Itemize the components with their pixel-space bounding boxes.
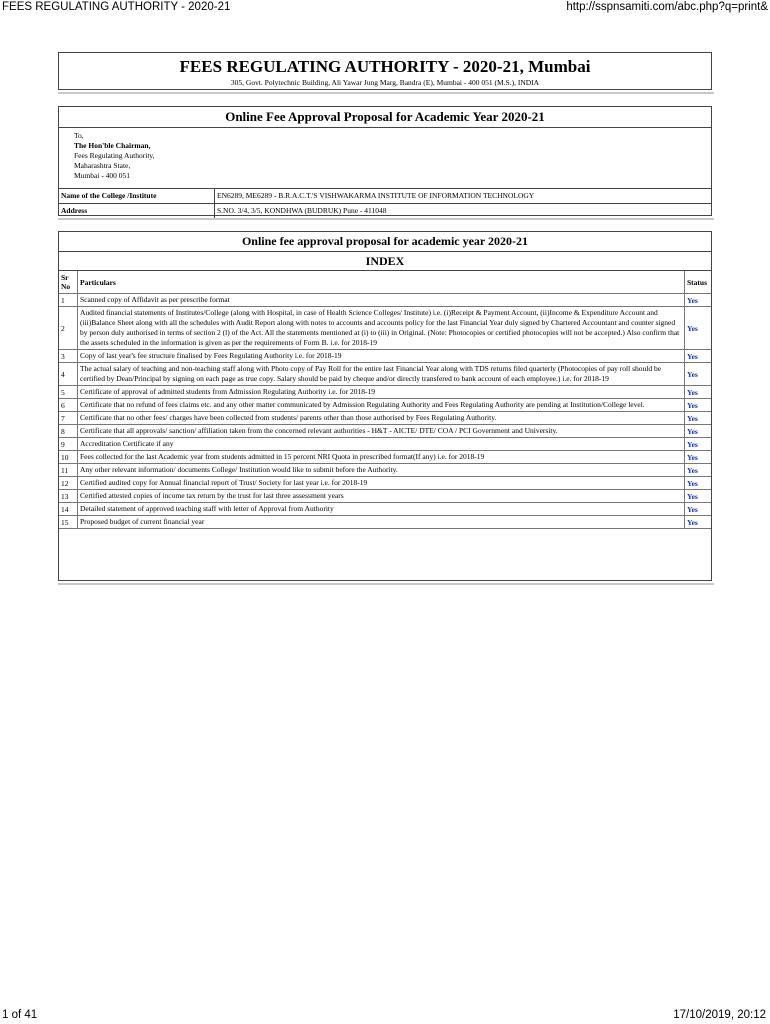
row-particulars: Copy of last year's fee structure finalised by Fees Regulating Authority i.e. for 2018-19	[78, 350, 685, 363]
college-value: EN6289, ME6289 - B.R.A.C.T.'S VISHWAKARMA INSTITUTE OF INFORMATION TECHNOLOGY	[217, 191, 535, 200]
addressee-line: The Hon'ble Chairman,	[74, 141, 151, 150]
print-header	[2, 1, 768, 15]
row-sr-no: 6	[59, 399, 78, 412]
index-table	[59, 271, 711, 529]
column-header-sr: Sr No	[59, 271, 78, 294]
row-sr-no: 14	[59, 503, 78, 516]
address-value: S.NO. 3/4, 3/5, KONDHWA (BUDRUK) Pune - 411048	[217, 206, 387, 215]
table-header-row	[59, 271, 711, 294]
row-status-link[interactable]: Yes	[685, 425, 712, 438]
row-status-link[interactable]: Yes	[685, 386, 712, 399]
table-row	[59, 451, 711, 464]
row-sr-no: 15	[59, 516, 78, 529]
proposal-box	[58, 106, 712, 216]
row-status-link[interactable]: Yes	[685, 477, 712, 490]
print-header-url[interactable]: http://sspnsamiti.com/abc.php?q=print&	[566, 1, 768, 13]
proposal-heading: Online Fee Approval Proposal for Academic Year 2020-21	[59, 107, 711, 128]
addressee-block	[59, 128, 711, 189]
page-title: FEES REGULATING AUTHORITY - 2020-21, Mumbai	[179, 57, 591, 76]
row-particulars: The actual salary of teaching and non-teaching staff along with Photo copy of Pay Roll for the entire last Financial Year along with TDS returns filed quarterly (Photocopies of pay roll should be certified by Dean/Principal by signing on each page as true copy. Salary should be paid by cheque and/or directly transfered to bank account of each employee.) i.e. for 2018-19	[78, 363, 685, 386]
row-sr-no: 8	[59, 425, 78, 438]
table-row	[59, 412, 711, 425]
print-footer	[2, 1009, 766, 1023]
addressee-line: Maharashtra State,	[74, 161, 131, 170]
row-particulars: Certificate that no other fees/ charges have been collected from students/ parents other than those authorised by Fees Regulating Authority.	[78, 412, 685, 425]
row-sr-no: 13	[59, 490, 78, 503]
row-sr-no: 1	[59, 294, 78, 307]
row-particulars: Detailed statement of approved teaching staff with letter of Approval from Authority	[78, 503, 685, 516]
print-header-title: FEES REGULATING AUTHORITY - 2020-21	[2, 1, 231, 13]
column-header-particulars: Particulars	[78, 271, 685, 294]
table-row	[59, 294, 711, 307]
table-row	[59, 477, 711, 490]
row-particulars: Audited financial statements of Institutes/College (along with Hospital, in case of Health Science Colleges/ Institute) i.e. (i)Receipt & Payment Account, (ii)Income & Expenditure Account and (iii)Balance Sheet along with all the schedules with Audit Report along with notes to accounts and accounts policy for the last Financial Year duly signed by Chartered Accountant and counter signed by person duly authorised in terms of section 2 (l) of the Act. All the statements mentioned at (i) to (iii) in Original. (Note: Photocopies or certified photocopies will not be accepted.) Also confirm that the assets scheduled in the information is given as per the requirements of Form B. i.e. for 2018-19	[78, 307, 685, 350]
row-particulars: Certified attested copies of income tax return by the trust for last three assessment years	[78, 490, 685, 503]
table-row	[59, 438, 711, 451]
index-heading: Online fee approval proposal for academic year 2020-21	[59, 232, 711, 252]
college-row	[59, 189, 711, 203]
row-status-link[interactable]: Yes	[685, 464, 712, 477]
row-sr-no: 3	[59, 350, 78, 363]
row-status-link[interactable]: Yes	[685, 294, 712, 307]
table-row	[59, 350, 711, 363]
table-row	[59, 464, 711, 477]
row-status-link[interactable]: Yes	[685, 451, 712, 464]
row-sr-no: 12	[59, 477, 78, 490]
divider	[58, 583, 714, 585]
row-particulars: Scanned copy of Affidavit as per prescribe format	[78, 294, 685, 307]
row-sr-no: 10	[59, 451, 78, 464]
row-particulars: Certificate of approval of admitted students from Admission Regulating Authority i.e. for 2018-19	[78, 386, 685, 399]
row-status-link[interactable]: Yes	[685, 363, 712, 386]
table-row	[59, 386, 711, 399]
row-status-link[interactable]: Yes	[685, 412, 712, 425]
table-row	[59, 399, 711, 412]
row-status-link[interactable]: Yes	[685, 516, 712, 529]
table-row	[59, 516, 711, 529]
row-sr-no: 11	[59, 464, 78, 477]
column-header-status: Status	[685, 271, 712, 294]
table-row	[59, 503, 711, 516]
row-sr-no: 9	[59, 438, 78, 451]
addressee-line: Fees Regulating Authority,	[74, 151, 155, 160]
row-status-link[interactable]: Yes	[685, 438, 712, 451]
divider	[58, 92, 714, 94]
addressee-line: To,	[74, 131, 84, 140]
row-sr-no: 2	[59, 307, 78, 350]
title-box	[58, 52, 712, 90]
row-particulars: Certificate that all approvals/ sanction/ affiliation taken from the concerned relevant authorities - H&T - AICTE/ DTE/ COA / PCI Government and University.	[78, 425, 685, 438]
address-label: Address	[59, 204, 215, 218]
table-row	[59, 307, 711, 350]
row-sr-no: 5	[59, 386, 78, 399]
row-status-link[interactable]: Yes	[685, 503, 712, 516]
table-row	[59, 363, 711, 386]
divider	[58, 218, 714, 220]
row-particulars: Proposed budget of current financial year	[78, 516, 685, 529]
table-row	[59, 425, 711, 438]
row-particulars: Fees collected for the last Academic year from students admitted in 15 percent NRI Quota in prescribed format(If any) i.e. for 2018-19	[78, 451, 685, 464]
row-particulars: Accreditation Certificate if any	[78, 438, 685, 451]
index-box	[58, 231, 712, 581]
row-status-link[interactable]: Yes	[685, 399, 712, 412]
row-sr-no: 7	[59, 412, 78, 425]
addressee-line: Mumbai - 400 051	[74, 171, 131, 180]
row-particulars: Any other relevant information/ documents College/ Institution would like to submit before the Authority.	[78, 464, 685, 477]
address-row	[59, 203, 711, 218]
row-status-link[interactable]: Yes	[685, 490, 712, 503]
table-row	[59, 490, 711, 503]
index-subheading: INDEX	[59, 252, 711, 271]
row-sr-no: 4	[59, 363, 78, 386]
authority-address: 305, Govt. Polytechnic Building, Ali Yawar Jung Marg, Bandra (E), Mumbai - 400 051 (M.S.), INDIA	[230, 78, 540, 87]
row-particulars: Certified audited copy for Annual financial report of Trust/ Society for last year i.e. for 2018-19	[78, 477, 685, 490]
row-particulars: Certificate that no refund of fees claims etc. and any other matter communicated by Admission Regulating Authority and Fees Regulating Authority are pending at Institution/College level.	[78, 399, 685, 412]
print-timestamp: 17/10/2019, 20:12	[673, 1009, 766, 1021]
row-status-link[interactable]: Yes	[685, 350, 712, 363]
page-number: 1 of 41	[2, 1009, 38, 1021]
row-status-link[interactable]: Yes	[685, 307, 712, 350]
college-label: Name of the College /Institute	[59, 189, 215, 203]
